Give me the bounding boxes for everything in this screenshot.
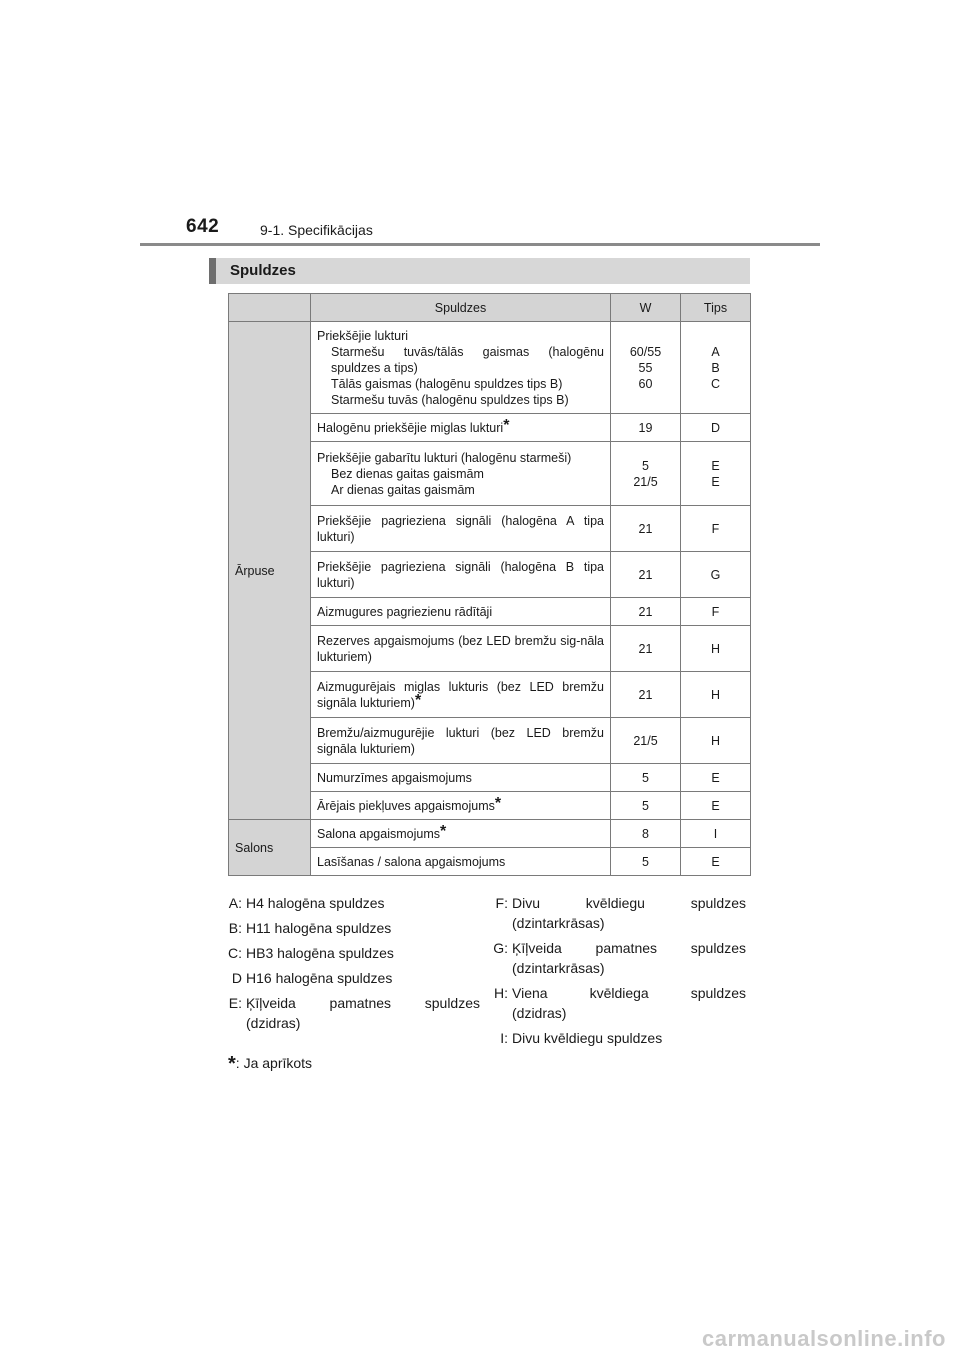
bulb-description: [311, 672, 611, 718]
bulb-spec-table: [228, 293, 751, 876]
table-row: [229, 820, 751, 848]
bulb-name: Bremžu/aizmugurējie lukturi (bez LED bremžu signāla lukturiem): [317, 725, 604, 756]
bulb-type: H: [681, 718, 751, 764]
table-row: [229, 322, 751, 414]
bulb-type: F: [681, 598, 751, 626]
bulb-watts: 21: [611, 672, 681, 718]
legend-text-cont: (dzidras): [512, 1005, 567, 1021]
bulb-description: [311, 820, 611, 848]
legend-item: [224, 968, 480, 988]
bulb-watts: 21: [611, 552, 681, 598]
bulb-type: D: [681, 414, 751, 442]
legend-text-cont: (dzintarkrāsas): [512, 915, 605, 931]
legend-text: H16 halogēna spuldzes: [246, 970, 393, 986]
bulb-description: [311, 848, 611, 876]
bulb-name: Priekšējie pagrieziena signāli (halogēna B tipa lukturi): [317, 559, 604, 590]
legend-text: Divu kvēldiegu spuldzes: [512, 1030, 663, 1046]
legend-item: [224, 918, 480, 938]
bulb-description: [311, 506, 611, 552]
column-header-watts: W: [611, 294, 681, 322]
group-label: Ārpuse: [229, 322, 311, 820]
bulb-watts: 5: [611, 764, 681, 792]
optional-equipment-star: *: [440, 822, 447, 840]
running-head: 9-1. Specifikācijas: [260, 222, 373, 238]
bulb-type: E: [681, 792, 751, 820]
legend-text-cont: (dzidras): [246, 1015, 301, 1031]
section-heading-bar: [209, 258, 750, 284]
legend-left: [224, 893, 480, 1038]
bulb-watts: 19: [611, 414, 681, 442]
bulb-watts: 21: [611, 506, 681, 552]
bulb-type: I: [681, 820, 751, 848]
legend-key: B:: [228, 920, 242, 936]
column-header-group: [229, 294, 311, 322]
bulb-watts: 21: [611, 598, 681, 626]
legend-key: C:: [228, 945, 242, 961]
legend-item: [224, 893, 480, 913]
bulb-description: [311, 552, 611, 598]
optional-equipment-star: *: [503, 416, 510, 434]
legend-item: [224, 993, 480, 1033]
table-body: [229, 322, 751, 876]
bulb-watts: 5 21/5: [611, 442, 681, 506]
legend-item: [490, 938, 746, 978]
bulb-description: [311, 626, 611, 672]
legend-key: G:: [493, 940, 508, 956]
bulb-watts: 21: [611, 626, 681, 672]
table-header-row: [229, 294, 751, 322]
bulb-description: [311, 764, 611, 792]
bulb-name: Priekšējie pagrieziena signāli (halogēna A tipa lukturi): [317, 513, 604, 544]
legend-text-cont: (dzintarkrāsas): [512, 960, 605, 976]
bulb-type: E E: [681, 442, 751, 506]
bulb-name: Numurzīmes apgaismojums: [317, 770, 472, 785]
bulb-type: H: [681, 672, 751, 718]
bulb-watts: 60/55 55 60: [611, 322, 681, 414]
legend-key: E:: [228, 995, 242, 1011]
bulb-watts: 5: [611, 848, 681, 876]
bulb-watts: 8: [611, 820, 681, 848]
watermark: carmanualsonline.info: [702, 1326, 946, 1351]
optional-equipment-star: *: [494, 794, 502, 812]
legend-item: [490, 1028, 746, 1048]
bulb-description: [311, 718, 611, 764]
bulb-type: H: [681, 626, 751, 672]
bulb-name: Aizmugures pagriezienu rādītāji: [317, 604, 493, 619]
column-header-bulbs: Spuldzes: [311, 294, 611, 322]
bulb-sub-item: Starmešu tuvās/tālās gaismas (halogēnu spuldzes a tips): [331, 344, 604, 375]
bulb-name: Rezerves apgaismojums (bez LED bremžu sig-nāla lukturiem): [317, 633, 604, 664]
page-number: 642: [186, 216, 220, 237]
bulb-description: [311, 792, 611, 820]
legend-item: [490, 893, 746, 933]
bulb-type: A B C: [681, 322, 751, 414]
bulb-name: Priekšējie gabarītu lukturi (halogēnu starmeši): [317, 450, 572, 465]
bulb-type: G: [681, 552, 751, 598]
bulb-watts: 21/5: [611, 718, 681, 764]
footnote-text: : Ja aprīkots: [235, 1055, 313, 1071]
section-title: Spuldzes: [230, 262, 296, 279]
bulb-sub-item: Tālās gaismas (halogēnu spuldzes tips B): [331, 376, 563, 391]
bulb-name: Salona apgaismojums: [317, 826, 440, 841]
header-rule: [140, 243, 820, 246]
bulb-name: Lasīšanas / salona apgaismojums: [317, 854, 506, 869]
legend-key: H:: [494, 985, 508, 1001]
legend-key: I:: [500, 1030, 508, 1046]
bulb-sub-item: Bez dienas gaitas gaismām: [331, 466, 484, 481]
bulb-name: Halogēnu priekšējie miglas lukturi: [317, 420, 504, 435]
bulb-sub-item: Starmešu tuvās (halogēnu spuldzes tips B): [331, 392, 569, 407]
legend-text: Ķīļveida pamatnes spuldzes: [512, 940, 746, 956]
bulb-type: E: [681, 848, 751, 876]
bulb-description: [311, 322, 611, 414]
legend-text: Divu kvēldiegu spuldzes: [512, 895, 746, 911]
legend-item: [490, 983, 746, 1023]
legend-key: F:: [495, 895, 508, 911]
bulb-sub-item: Ar dienas gaitas gaismām: [331, 482, 475, 497]
bulb-description: [311, 442, 611, 506]
optional-equipment-star: *: [414, 691, 422, 709]
column-header-type: Tips: [681, 294, 751, 322]
legend-text: Viena kvēldiega spuldzes: [512, 985, 746, 1001]
legend-item: [224, 943, 480, 963]
legend-text: H4 halogēna spuldzes: [246, 895, 385, 911]
legend-text: HB3 halogēna spuldzes: [246, 945, 394, 961]
bulb-description: [311, 598, 611, 626]
legend-key: D: [231, 970, 242, 986]
bulb-watts: 5: [611, 792, 681, 820]
bulb-name: Priekšējie lukturi: [317, 328, 409, 343]
bulb-name: Ārējais piekļuves apgaismojums: [317, 798, 495, 813]
bulb-name: Aizmugurējais miglas lukturis (bez LED bremžu signāla lukturiem): [317, 679, 604, 710]
bulb-description: [311, 414, 611, 442]
legend-text: Ķīļveida pamatnes spuldzes: [246, 995, 480, 1011]
legend-key: A:: [228, 895, 242, 911]
group-label: Salons: [229, 820, 311, 876]
legend-right: [490, 893, 746, 1053]
footnote: [228, 1053, 312, 1076]
legend-text: H11 halogēna spuldzes: [246, 920, 392, 936]
footnote-star: *: [228, 1053, 236, 1075]
bulb-type: E: [681, 764, 751, 792]
bulb-type: F: [681, 506, 751, 552]
